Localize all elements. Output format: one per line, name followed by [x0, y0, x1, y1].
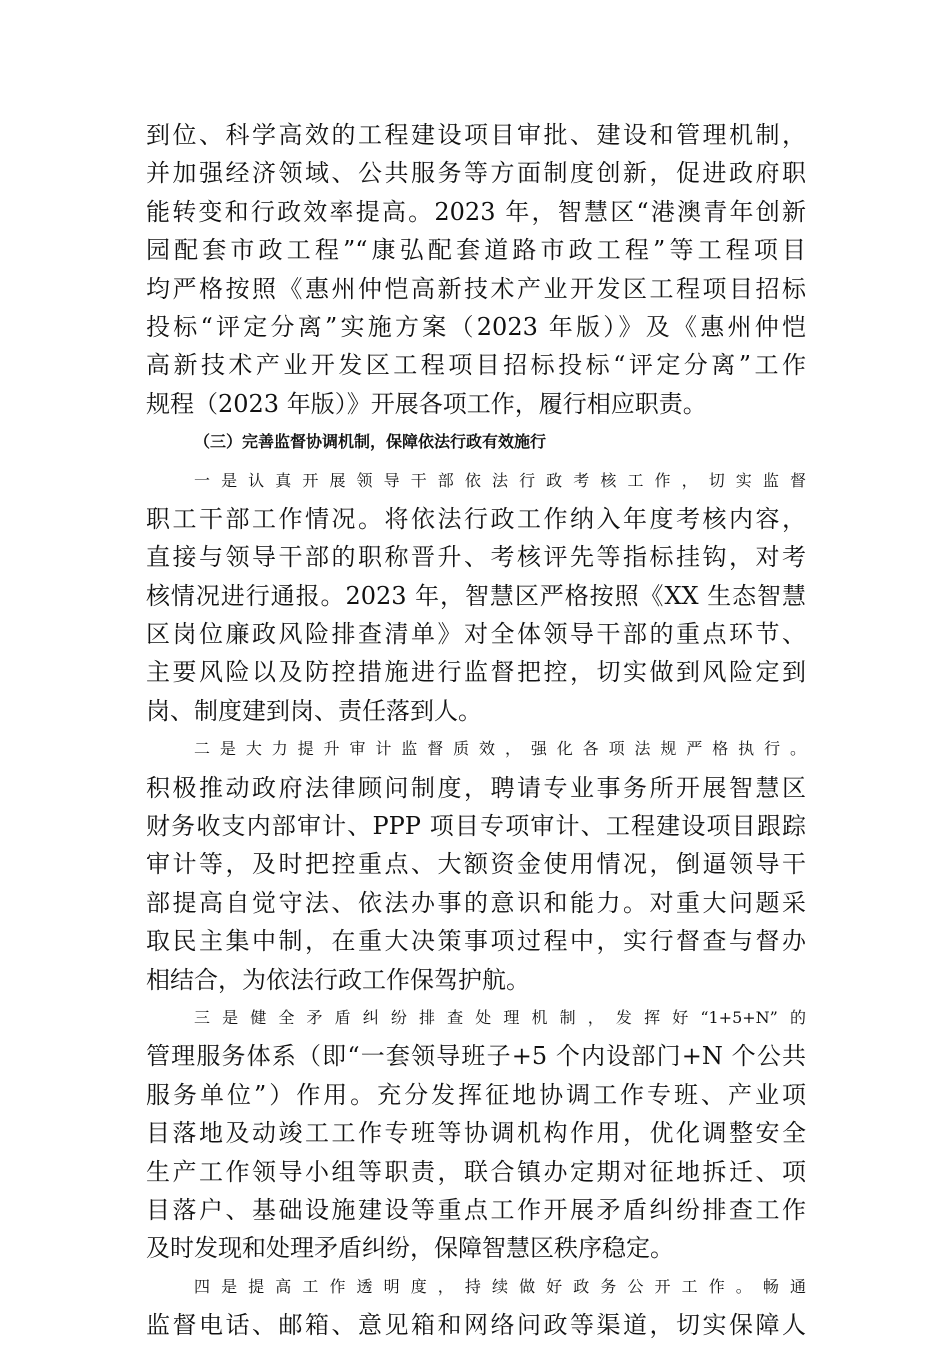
paragraph-line: 岗、制度建到岗、责任落到人。	[146, 696, 482, 725]
paragraph-line: 取民主集中制，在重大决策事项过程中，实行督查与督办	[146, 927, 806, 956]
paragraph-line: 相结合，为依法行政工作保驾护航。	[146, 965, 530, 994]
paragraph-line: 生产工作领导小组等职责，联合镇办定期对征地拆迁、项	[146, 1157, 806, 1186]
paragraph-line: 高新技术产业开发区工程项目招标投标“评定分离”工作	[146, 351, 806, 380]
paragraph-line: 部提高自觉守法、依法办事的意识和能力。对重大问题采	[146, 888, 806, 917]
paragraph-line: 及时发现和处理矛盾纠纷，保障智慧区秩序稳定。	[146, 1234, 674, 1263]
paragraph-line: 投标“评定分离”实施方案（2023 年版）》及《惠州仲恺	[146, 312, 806, 341]
paragraph-line: 并加强经济领域、公共服务等方面制度创新，促进政府职	[146, 159, 806, 188]
paragraph-line: 主要风险以及防控措施进行监督把控，切实做到风险定到	[146, 658, 806, 687]
paragraph-line: 能转变和行政效率提高。2023 年，智慧区“港澳青年创新	[146, 197, 806, 226]
paragraph-line: 区岗位廉政风险排查清单》对全体领导干部的重点环节、	[146, 620, 806, 649]
paragraph-line: 服务单位”）作用。充分发挥征地协调工作专班、产业项	[146, 1080, 806, 1109]
document-body	[146, 116, 806, 1345]
paragraph-line: 财务收支内部审计、PPP 项目专项审计、工程建设项目跟踪	[146, 812, 806, 841]
paragraph-line: 园配套市政工程”“康弘配套道路市政工程”等工程项目	[146, 236, 806, 265]
paragraph-line: 职工干部工作情况。将依法行政工作纳入年度考核内容，	[146, 504, 806, 533]
paragraph-line: 目落地及动竣工工作专班等协调机构作用，优化调整安全	[146, 1119, 806, 1148]
paragraph-line: 直接与领导干部的职称晋升、考核评先等指标挂钩，对考	[146, 543, 806, 572]
paragraph-line: 三是健全矛盾纠纷排查处理机制，发挥好“1+5+N”的	[194, 1007, 806, 1027]
paragraph-line: 核情况进行通报。2023 年，智慧区严格按照《XX 生态智慧	[146, 581, 806, 610]
paragraph-line: 目落户、基础设施建设等重点工作开展矛盾纠纷排查工作	[146, 1195, 806, 1224]
paragraph-line: 二是大力提升审计监督质效，强化各项法规严格执行。	[194, 739, 806, 759]
paragraph-line: 管理服务体系（即“一套领导班子+5 个内设部门+N 个公共	[146, 1042, 806, 1071]
paragraph-line: 均严格按照《惠州仲恺高新技术产业开发区工程项目招标	[146, 274, 806, 303]
paragraph-line: 积极推动政府法律顾问制度，聘请专业事务所开展智慧区	[146, 773, 806, 802]
paragraph-line: 监督电话、邮箱、意见箱和网络问政等渠道，切实保障人	[146, 1311, 806, 1340]
section-heading: （三）完善监督协调机制，保障依法行政有效施行	[194, 432, 547, 452]
paragraph-line: 一是认真开展领导干部依法行政考核工作，切实监督	[194, 470, 806, 490]
paragraph-line: 审计等，及时把控重点、大额资金使用情况，倒逼领导干	[146, 850, 806, 879]
paragraph-line: 到位、科学高效的工程建设项目审批、建设和管理机制，	[146, 121, 806, 149]
paragraph-line: 规程（2023 年版）》开展各项工作，履行相应职责。	[146, 389, 707, 418]
paragraph-line: 四是提高工作透明度，持续做好政务公开工作。畅通	[194, 1276, 806, 1296]
